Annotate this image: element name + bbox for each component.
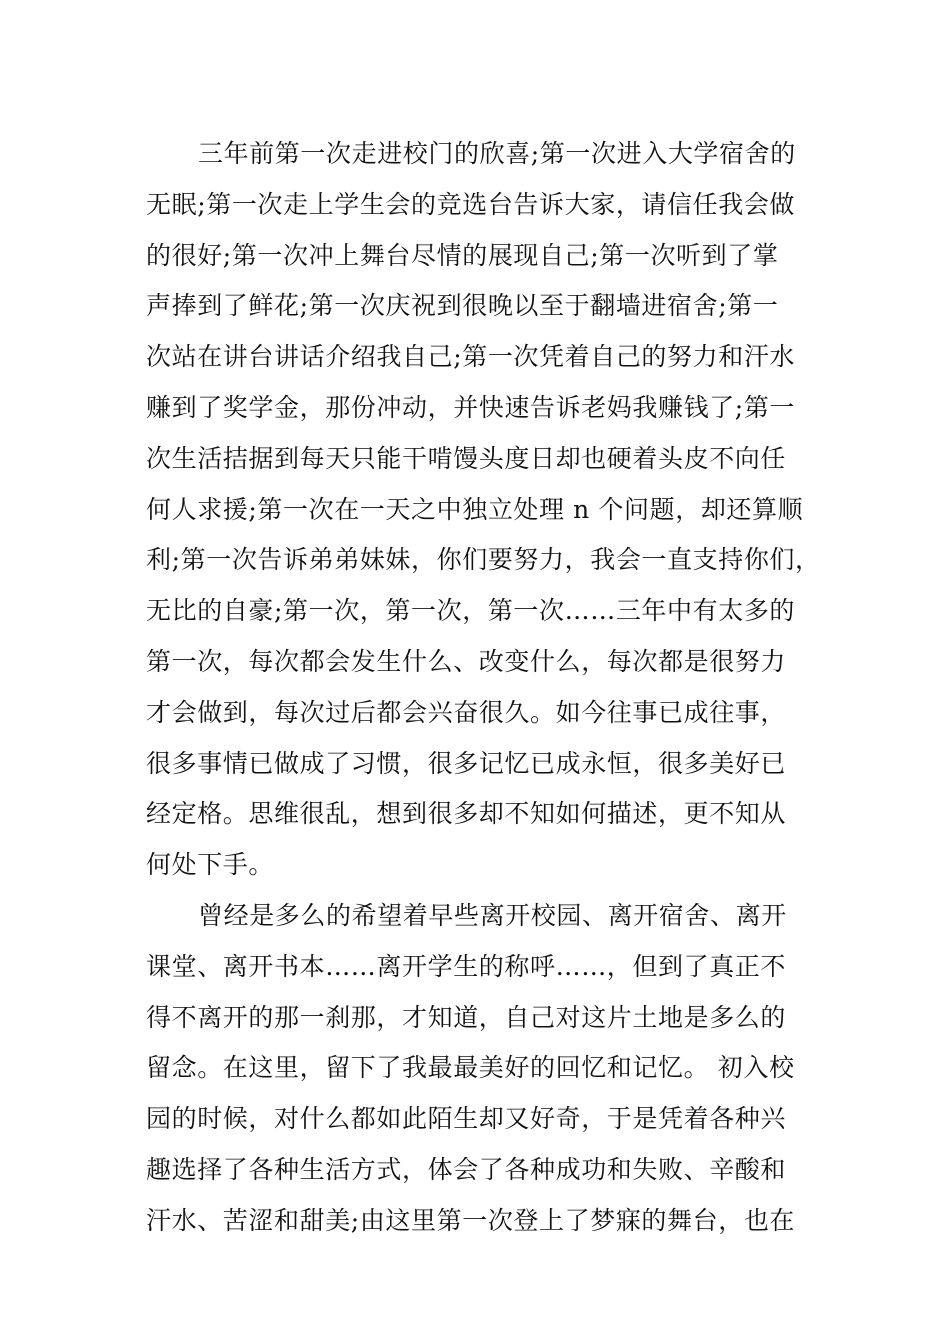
paragraph-line: 三年前第一次走进校门的欣喜;第一次进入大学宿舍的 [198,139,796,168]
paragraph-2 [146,891,811,1247]
paragraph-line: 第一次，每次都会发生什么、改变什么，每次都是很努力 [146,646,787,676]
body-text [146,129,821,1247]
paragraph-line: 无眠;第一次走上学生会的竞选台告诉大家，请信任我会做 [146,189,796,219]
paragraph-line: 课堂、离开书本……离开学生的称呼……，但到了真正不 [146,951,787,981]
paragraph-line: 很多事情已做成了习惯，很多记忆已成永恒，很多美好已 [146,748,787,778]
paragraph-line: 次生活拮据到每天只能干啃馒头度日却也硬着头皮不向任 [146,443,787,473]
paragraph-line: 经定格。思维很乱，想到很多却不知如何描述，更不知从 [146,799,787,829]
paragraph-line: 的很好;第一次冲上舞台尽情的展现自己;第一次听到了掌 [146,240,779,270]
paragraph-line: 得不离开的那一刹那，才知道，自己对这片土地是多么的 [146,1002,787,1032]
paragraph-line: 次站在讲台讲话介绍我自己;第一次凭着自己的努力和汗水 [146,342,796,372]
paragraph-line: 无比的自豪;第一次，第一次，第一次……三年中有太多的 [146,596,796,626]
paragraph-line: 趣选择了各种生活方式，体会了各种成功和失败、辛酸和 [146,1154,787,1184]
paragraph-line: 园的时候，对什么都如此陌生却又好奇，于是凭着各种兴 [146,1104,787,1134]
paragraph-line: 留念。在这里，留下了我最最美好的回忆和记忆。 初入校 [146,1053,795,1083]
paragraph-line: 才会做到，每次过后都会兴奋很久。如今往事已成往事， [146,697,787,727]
paragraph-line: 何处下手。 [146,850,275,880]
paragraph-1 [146,129,821,891]
paragraph-line: 赚到了奖学金，那份冲动，并快速告诉老妈我赚钱了;第一 [146,392,796,422]
paragraph-line: 汗水、苦涩和甜美;由这里第一次登上了梦寐的舞台，也在 [146,1205,796,1235]
paragraph-line: 何人求援;第一次在一天之中独立处理 n 个问题，却还算顺 [146,494,804,524]
paragraph-line: 声捧到了鲜花;第一次庆祝到很晚以至于翻墙进宿舍;第一 [146,291,779,321]
paragraph-line: 曾经是多么的希望着早些离开校园、离开宿舍、离开 [198,900,787,930]
paragraph-line: 利;第一次告诉弟弟妹妹，你们要努力，我会一直支持你们， [146,545,821,575]
